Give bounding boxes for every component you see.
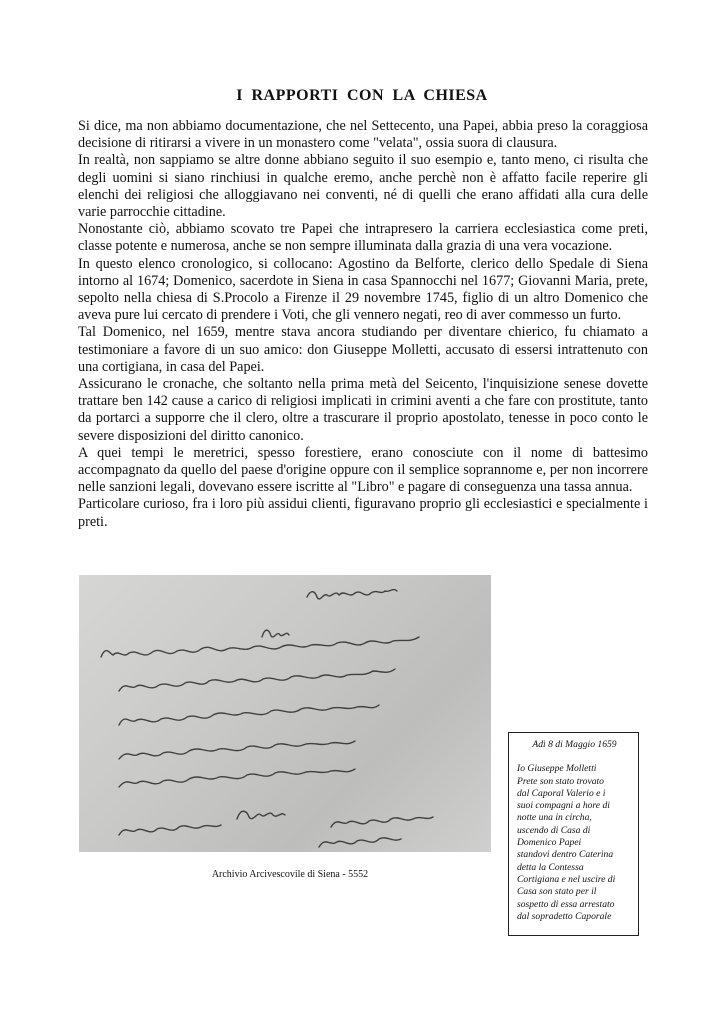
paragraph: In realtà, non sappiamo se altre donne abbiano seguito il suo esempio e, tanto meno, ci risulta che degli uomini si siano rinchiusi in qualche eremo, anche perchè non è affatto facile reperire gli elenchi dei religiosi che alloggiavano nei conventi, né di quelli che erano affidati alla cura delle varie parrocchie cittadine.: [78, 152, 648, 221]
paragraph: Assicurano le cronache, che soltanto nella prima metà del Seicento, l'inquisizione senese dovette trattare ben 142 cause a carico di religiosi implicati in crimini aventi a che fare con prostitute, tanto da portarci a supporre che il clero, oltre a trascurare il proprio apostolato, tenesse in poco conto le severe disposizioni del diritto canonico.: [78, 376, 648, 444]
body-text: [78, 118, 648, 531]
paragraph: A quei tempi le meretrici, spesso forestiere, erano conosciute con il nome di battesimo accompagnato da quello del paese d'origine oppure con il semplice soprannome e, per non incorrere nelle sanzioni legali, dovevano essere iscritte al "Libro" e pagare di conseguenza una tassa annua.: [78, 444, 648, 496]
transcription-date: Adì 8 di Maggio 1659: [532, 739, 617, 750]
handwriting-image: [79, 575, 491, 852]
figure-caption: Archivio Arcivescovile di Siena - 5552: [211, 869, 369, 880]
page-title: I RAPPORTI CON LA CHIESA: [236, 87, 488, 104]
transcription-text: Io Giuseppe Molletti Prete son stato trovato dal Caporal Valerio e i suoi compagni a hore di notte una in circha, uscendo di Casa di Domenico Papei standovi dentro Caterina detta la Contessa Cortigiana e nel uscire di Casa son stato per il sospetto di essa arrestato dal sopradetto Caporale: [517, 763, 616, 922]
paragraph: Particolare curioso, fra i loro più assidui clienti, figuravano proprio gli ecclesiastici e specialmente i preti.: [78, 496, 648, 530]
paragraph: Tal Domenico, nel 1659, mentre stava ancora studiando per diventare chierico, fu chiamato a testimoniare a favore di un suo amico: don Giuseppe Molletti, accusato di essersi intrattenuto con una cortigiana, in casa del Papei.: [78, 324, 648, 375]
transcription-box: [508, 732, 639, 936]
paragraph: In questo elenco cronologico, si collocano: Agostino da Belforte, clerico dello Spedale di Siena intorno al 1674; Domenico, sacerdote in Siena in casa Spannocchi nel 1677; Giovanni Maria, prete, sepolto nella chiesa di S.Procolo a Firenze il 29 novembre 1745, figlio di un altro Domenico che aveva pure lui cercato di prendere i Voti, che gli vennero negati, reo di aver commesso un furto.: [78, 255, 648, 324]
manuscript-photo: [79, 575, 491, 852]
paragraph: Nonostante ciò, abbiamo scovato tre Papei che intrapresero la carriera ecclesiastica come preti, classe potente e numerosa, anche se non sempre illuminata dalla grazia di una vera vocazione.: [78, 221, 648, 255]
paragraph: Si dice, ma non abbiamo documentazione, che nel Settecento, una Papei, abbia preso la coraggiosa decisione di ritirarsi a vivere in un monastero come "velata", ossia suora di clausura.: [78, 118, 648, 152]
